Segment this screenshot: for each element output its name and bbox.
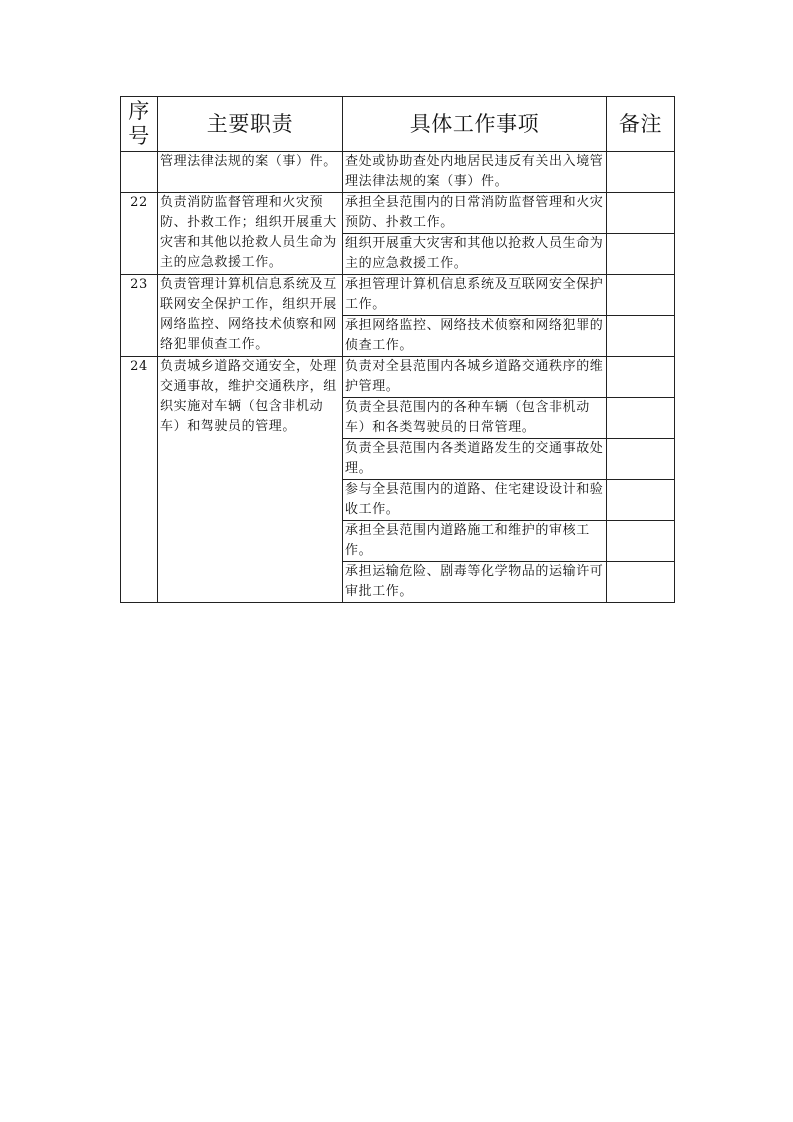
note-cell xyxy=(607,357,675,398)
header-no-line2: 号 xyxy=(128,124,150,148)
task-cell: 负责全县范围内的各种车辆（包含非机动车）和各类驾驶员的日常管理。 xyxy=(343,398,607,439)
note-cell xyxy=(607,193,675,234)
note-cell xyxy=(607,152,675,193)
header-main-duty: 主要职责 xyxy=(158,97,343,152)
task-cell: 组织开展重大灾害和其他以抢救人员生命为主的应急救援工作。 xyxy=(343,234,607,275)
note-cell xyxy=(607,562,675,603)
note-cell xyxy=(607,480,675,521)
header-no-line1: 序 xyxy=(128,99,150,123)
header-tasks: 具体工作事项 xyxy=(343,97,607,152)
note-cell xyxy=(607,234,675,275)
header-row xyxy=(121,97,675,152)
task-cell: 查处或协助查处内地居民违反有关出入境管理法律法规的案（事）件。 xyxy=(343,152,607,193)
task-cell: 承担全县范围内道路施工和维护的审核工作。 xyxy=(343,521,607,562)
main-duty-cell: 负责消防监督管理和火灾预防、扑救工作；组织开展重大灾害和其他以抢救人员生命为主的应急救援工作。 xyxy=(158,193,343,275)
task-cell: 负责对全县范围内各城乡道路交通秩序的维护管理。 xyxy=(343,357,607,398)
note-cell xyxy=(607,316,675,357)
task-cell: 承担运输危险、剧毒等化学物品的运输许可审批工作。 xyxy=(343,562,607,603)
task-cell: 负责全县范围内各类道路发生的交通事故处理。 xyxy=(343,439,607,480)
header-no xyxy=(121,97,158,152)
table-row xyxy=(121,193,675,234)
note-cell xyxy=(607,398,675,439)
task-cell: 承担管理计算机信息系统及互联网安全保护工作。 xyxy=(343,275,607,316)
row-number xyxy=(121,152,158,193)
main-duty-cell: 负责城乡道路交通安全，处理交通事故，维护交通秩序，组织实施对车辆（包含非机动车）和驾驶员的管理。 xyxy=(158,357,343,603)
main-duty-cell: 管理法律法规的案（事）件。 xyxy=(158,152,343,193)
task-cell: 承担网络监控、网络技术侦察和网络犯罪的侦查工作。 xyxy=(343,316,607,357)
table-row xyxy=(121,357,675,398)
row-number: 22 xyxy=(121,193,158,275)
main-duty-cell: 负责管理计算机信息系统及互联网安全保护工作，组织开展网络监控、网络技术侦察和网络犯罪侦查工作。 xyxy=(158,275,343,357)
row-number: 24 xyxy=(121,357,158,603)
row-number: 23 xyxy=(121,275,158,357)
note-cell xyxy=(607,521,675,562)
table-row xyxy=(121,152,675,193)
note-cell xyxy=(607,439,675,480)
note-cell xyxy=(607,275,675,316)
task-cell: 承担全县范围内的日常消防监督管理和火灾预防、扑救工作。 xyxy=(343,193,607,234)
task-cell: 参与全县范围内的道路、住宅建设设计和验收工作。 xyxy=(343,480,607,521)
table-row xyxy=(121,275,675,316)
header-notes: 备注 xyxy=(607,97,675,152)
duty-table xyxy=(120,96,675,603)
